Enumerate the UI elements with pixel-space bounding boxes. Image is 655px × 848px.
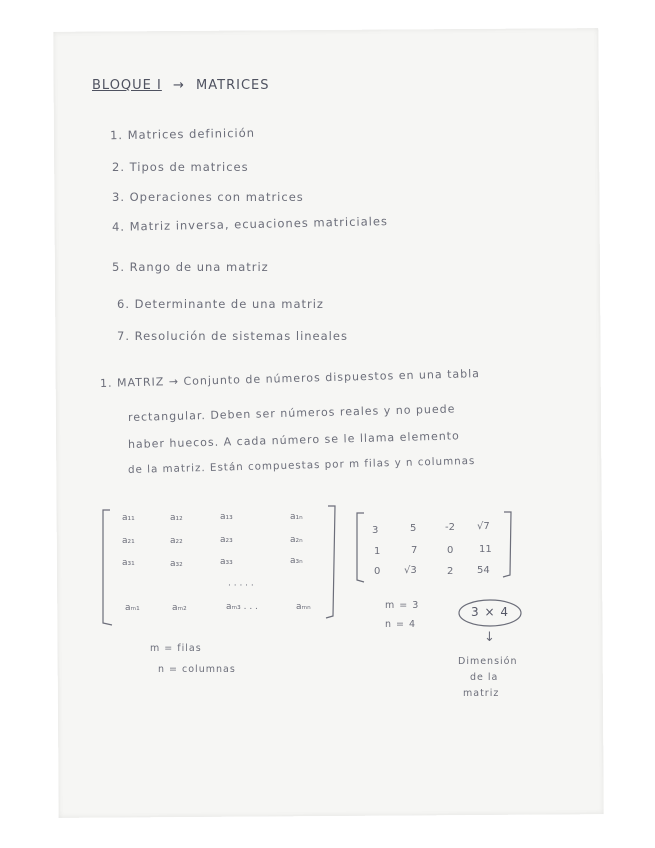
matrix-cell: 54 [477, 565, 490, 576]
down-arrow-icon: ↓ [484, 630, 496, 645]
topic-item: 1. Matrices definición [109, 125, 256, 143]
matrix-cell: 1 [374, 546, 381, 557]
matrix-cell: √3 [404, 565, 417, 576]
topic-item: 3. Operaciones con matrices [112, 190, 304, 204]
matrix-cell: a₂₃ [220, 535, 233, 545]
matrix-cell: 3 [372, 525, 379, 536]
matrix-cell: 2 [447, 566, 454, 577]
matrix-cell: a₂ₙ [290, 535, 303, 545]
topic-item: 2. Tipos de matrices [112, 160, 249, 174]
matrix-cell: a₂₁ [122, 536, 135, 546]
matrix-cell: a₂₂ [170, 536, 183, 546]
dimension-note-line: matriz [463, 688, 500, 699]
matrix-cell: a₁₃ [220, 512, 233, 522]
topic-item: 7. Resolución de sistemas lineales [117, 329, 348, 343]
matrix-cell: a₁₁ [122, 513, 135, 523]
matrix-cell: -2 [445, 522, 455, 533]
topic-item: 6. Determinante de una matriz [117, 297, 324, 311]
matrix-cell: aₘ₂ [172, 603, 187, 613]
matrix-cell: aₘ₁ [125, 603, 140, 613]
matrix-cell: 7 [411, 545, 418, 556]
matrix-cell: a₁₂ [170, 513, 183, 523]
heading-title: BLOQUE I [92, 78, 162, 93]
dimension-note-line: Dimensión [458, 656, 518, 667]
matrix-cell: 0 [447, 545, 454, 556]
dimension-label: 3 × 4 [471, 605, 509, 619]
matrix-cell: 11 [479, 544, 492, 555]
m-value: m = 3 [385, 600, 420, 611]
matrix-cell: √7 [477, 521, 490, 532]
heading-subject: MATRICES [196, 78, 270, 93]
matrix-cell: a₃ₙ [290, 556, 303, 566]
matrix-cell: 0 [374, 566, 381, 577]
definition-line: 1. MATRIZ → Conjunto de números dispuestos en una tabla [99, 367, 481, 390]
matrix-cell: a₃₂ [170, 559, 183, 569]
rows-note: m = filas [150, 643, 202, 654]
matrix-cell: a₁ₙ [290, 512, 303, 522]
topic-item: 4. Matriz inversa, ecuaciones matriciales [111, 214, 389, 234]
matrix-cell: a₃₃ [220, 557, 233, 567]
columns-note: n = columnas [158, 664, 236, 675]
heading-arrow: → [173, 78, 185, 93]
matrix-cell: aₘ₃ . . . [226, 602, 258, 612]
matrix-cell: · · · · · [228, 581, 254, 591]
topic-item: 5. Rango de una matriz [112, 260, 269, 274]
matrix-cell: a₃₁ [122, 558, 135, 568]
matrix-cell: 5 [410, 523, 417, 534]
definition-line: rectangular. Deben ser números reales y no puede [127, 402, 456, 424]
definition-line: de la matriz. Están compuestas por m filas y n columnas [127, 454, 476, 476]
matrix-cell: aₘₙ [296, 602, 311, 612]
definition-line: haber huecos. A cada número se le llama elemento [127, 429, 460, 451]
dimension-note-line: de la [470, 672, 499, 683]
n-value: n = 4 [385, 619, 417, 630]
